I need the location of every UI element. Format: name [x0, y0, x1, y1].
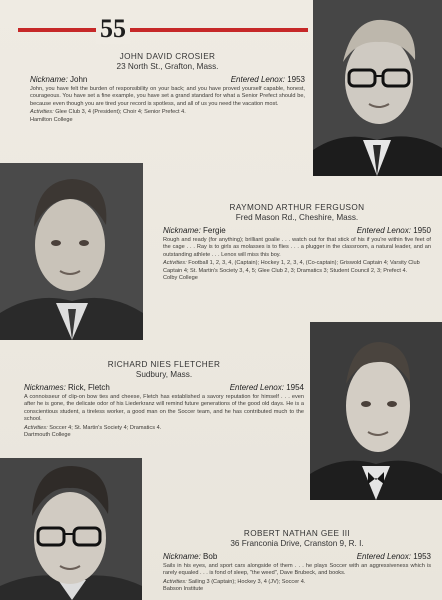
entered-value: 1954 [286, 383, 304, 392]
page-number: 55 [96, 14, 130, 44]
entry-ferguson [163, 203, 431, 282]
student-activities [30, 109, 305, 116]
student-name: RAYMOND ARTHUR FERGUSON [229, 203, 365, 212]
nickname-label: Nickname: [163, 226, 201, 235]
entered-value: 1953 [287, 75, 305, 84]
entry-fletcher [24, 360, 304, 439]
nickname-value: Bob [203, 552, 218, 561]
portrait-photo-fletcher [310, 322, 442, 500]
entered-label: Entered Lenox: [356, 226, 411, 235]
entered-value: 1953 [413, 552, 431, 561]
nickname-label: Nickname: [30, 75, 68, 84]
student-address: 23 North St., Grafton, Mass. [116, 62, 219, 71]
activities-label: Activities: [24, 424, 48, 431]
nickname-value: John [70, 75, 88, 84]
student-college: Babson Institute [163, 586, 204, 593]
student-name: RICHARD NIES FLETCHER [107, 360, 221, 369]
student-meta [30, 75, 305, 85]
student-college: Colby College [163, 275, 198, 282]
activities-label: Activities: [163, 260, 187, 267]
student-bio: Rough and ready (for anything); brilliant goalie . . . watch out for that stick of his if you're within five feet of the cage . . . Ray is to girls as molasses is to flies . . . a plugger in the classroom, a natural leader, and an outstanding athlete . . . Lenox will miss this boy. [163, 237, 431, 258]
student-meta [163, 226, 431, 236]
entry-crosier [30, 52, 305, 124]
student-activities [163, 260, 431, 275]
student-meta [163, 552, 431, 562]
student-meta [24, 383, 304, 393]
student-bio: A connoisseur of clip-on bow ties and cheese, Fletch has established a savory reputation for himself . . . even after he is gone, the delicate odor of his Liederkranz will remind future generations of the good old days. He is a conscientious student, a tireless worker, a good man on the Soccer team, and he has contributed much to the school. [24, 394, 304, 423]
student-bio: Sails in his eyes, and sport cars alongside of them . . . he plays Soccer with an aggressiveness which is rarely equaled . . . is fond of sleep, "the weed", Dave Brubeck, and books. [163, 563, 431, 577]
student-college: Dartmouth College [24, 432, 71, 439]
activities-label: Activities: [30, 109, 54, 116]
portrait-photo-gee [0, 458, 142, 600]
portrait-photo-crosier [313, 0, 442, 176]
student-activities [163, 579, 431, 586]
student-name: ROBERT NATHAN GEE III [243, 529, 351, 538]
activities-value: Soccer 4; St. Martin's Society 4; Dramatics 4. [49, 424, 162, 431]
student-address: Sudbury, Mass. [135, 370, 193, 379]
student-activities [24, 425, 304, 432]
entered-label: Entered Lenox: [229, 383, 284, 392]
entered-label: Entered Lenox: [356, 552, 411, 561]
nickname-label: Nicknames: [24, 383, 66, 392]
activities-value: Glee Club 3, 4 (President); Choir 4; Senior Prefect 4. [55, 109, 186, 116]
entry-gee [163, 529, 431, 594]
student-bio: John, you have felt the burden of responsibility on your back; and you have proved yourself capable, honest, courageous. You have set a fine example, you have set a grand standard for what a Senior Prefect should be, because even though you are tired your record is spotless, and all of us you need the vacation most. [30, 86, 305, 107]
nickname-value: Fergie [203, 226, 226, 235]
activities-value: Sailing 3 (Captain); Hockey 3, 4 (JV); Soccer 4. [188, 578, 306, 585]
student-address: Fred Mason Rd., Cheshire, Mass. [235, 213, 359, 222]
student-name: JOHN DAVID CROSIER [119, 52, 216, 61]
activities-value: Football 1, 2, 3, 4, (Captain); Hockey 1, 2, 3, 4, (Co-captain); Griswold Captain 4; Varsity Club Captain 4; St. Martin's Society 3, 4, 5; Glee Club 2, 3; Dramatics 3; Student Council 2, 3; Prefect 4. [163, 260, 420, 274]
entered-value: 1950 [413, 226, 431, 235]
portrait-photo-ferguson [0, 163, 143, 340]
header-red-rule [18, 28, 308, 32]
entered-label: Entered Lenox: [230, 75, 285, 84]
nickname-value: Rick, Fletch [68, 383, 110, 392]
activities-label: Activities: [163, 578, 187, 585]
student-college: Hamilton College [30, 116, 73, 123]
nickname-label: Nickname: [163, 552, 201, 561]
student-address: 36 Franconia Drive, Cranston 9, R. I. [230, 539, 364, 548]
